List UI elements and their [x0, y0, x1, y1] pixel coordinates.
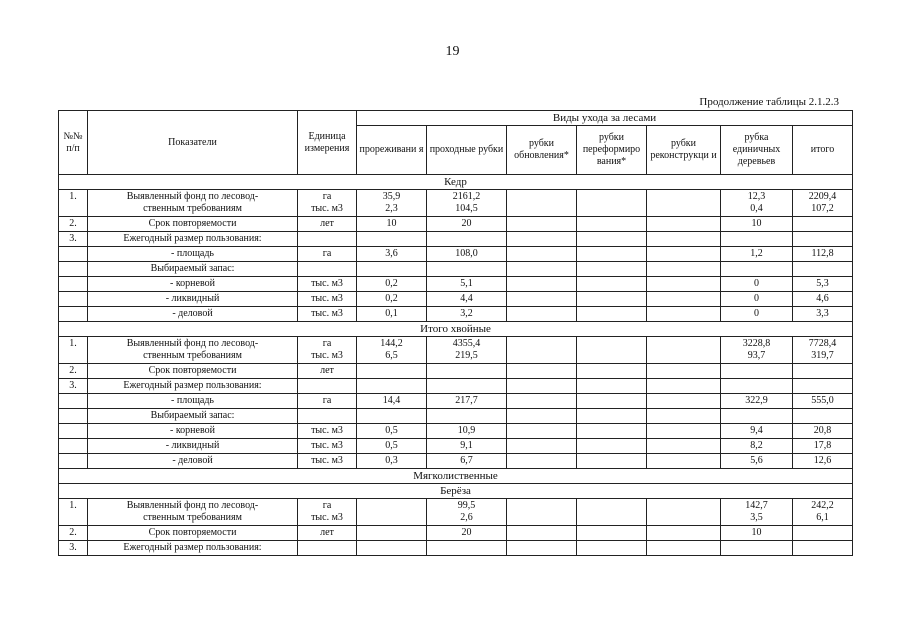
header-col: рубка единичных деревьев — [721, 126, 793, 175]
row-num: 2. — [59, 526, 88, 541]
section-label: Итого хвойные — [59, 322, 853, 337]
row-value — [507, 217, 577, 232]
row-value — [577, 454, 647, 469]
table-row — [59, 232, 853, 247]
row-value — [357, 541, 427, 556]
row-unit — [298, 541, 357, 556]
row-indicator: - корневой — [88, 424, 298, 439]
row-value: 0,3 — [357, 454, 427, 469]
row-num — [59, 454, 88, 469]
row-value — [577, 409, 647, 424]
row-indicator: - площадь — [88, 394, 298, 409]
header-col: рубки реконструкци и — [647, 126, 721, 175]
row-value — [507, 454, 577, 469]
row-value — [427, 364, 507, 379]
row-num: 3. — [59, 541, 88, 556]
row-value — [577, 364, 647, 379]
row-value — [647, 499, 721, 526]
page-number: 19 — [445, 44, 460, 59]
row-value: 4355,4 219,5 — [427, 337, 507, 364]
header-indicators: Показатели — [88, 111, 298, 175]
row-value — [507, 307, 577, 322]
row-value: 0 — [721, 292, 793, 307]
row-value — [507, 409, 577, 424]
section-row — [59, 175, 853, 190]
row-unit: га — [298, 247, 357, 262]
row-indicator: Срок повторяемости — [88, 364, 298, 379]
row-value: 6,7 — [427, 454, 507, 469]
row-value — [507, 262, 577, 277]
table-row — [59, 364, 853, 379]
row-value — [357, 409, 427, 424]
row-value — [427, 379, 507, 394]
table-continuation-label: Продолжение таблицы 2.1.2.3 — [699, 96, 839, 108]
row-value: 10 — [357, 217, 427, 232]
table-row — [59, 337, 853, 364]
row-value: 4,4 — [427, 292, 507, 307]
row-value — [357, 364, 427, 379]
table-row — [59, 409, 853, 424]
row-value — [721, 262, 793, 277]
row-value: 0,2 — [357, 277, 427, 292]
row-value: 0 — [721, 277, 793, 292]
row-value — [427, 409, 507, 424]
forest-care-table — [58, 110, 853, 556]
row-value — [721, 364, 793, 379]
row-value — [507, 499, 577, 526]
table-row — [59, 307, 853, 322]
table-row — [59, 526, 853, 541]
row-value: 142,7 3,5 — [721, 499, 793, 526]
row-value — [507, 247, 577, 262]
row-num: 1. — [59, 190, 88, 217]
row-indicator: Ежегодный размер пользования: — [88, 541, 298, 556]
row-unit — [298, 232, 357, 247]
row-value — [577, 499, 647, 526]
row-value: 5,1 — [427, 277, 507, 292]
row-value: 3,3 — [793, 307, 853, 322]
row-value: 9,4 — [721, 424, 793, 439]
row-value: 112,8 — [793, 247, 853, 262]
table-row — [59, 424, 853, 439]
row-value: 20 — [427, 526, 507, 541]
section-label: Кедр — [59, 175, 853, 190]
row-value — [793, 379, 853, 394]
row-indicator: Выявленный фонд по лесовод- ственным требованиям — [88, 499, 298, 526]
row-value — [577, 232, 647, 247]
row-indicator: Срок повторяемости — [88, 217, 298, 232]
row-value — [647, 379, 721, 394]
row-value: 20,8 — [793, 424, 853, 439]
row-unit: га тыс. м3 — [298, 337, 357, 364]
row-num — [59, 292, 88, 307]
row-value: 12,3 0,4 — [721, 190, 793, 217]
row-indicator: - ликвидный — [88, 292, 298, 307]
row-unit: тыс. м3 — [298, 424, 357, 439]
row-value — [647, 364, 721, 379]
row-value — [427, 232, 507, 247]
table-row — [59, 277, 853, 292]
row-unit: га тыс. м3 — [298, 190, 357, 217]
row-value — [647, 454, 721, 469]
row-value — [721, 232, 793, 247]
row-value — [647, 439, 721, 454]
row-value: 9,1 — [427, 439, 507, 454]
section-row — [59, 322, 853, 337]
row-value — [507, 364, 577, 379]
row-value — [427, 541, 507, 556]
row-value — [577, 439, 647, 454]
row-value: 0,2 — [357, 292, 427, 307]
table-row — [59, 217, 853, 232]
row-value: 555,0 — [793, 394, 853, 409]
row-value: 17,8 — [793, 439, 853, 454]
row-value — [647, 424, 721, 439]
row-value: 242,2 6,1 — [793, 499, 853, 526]
row-value: 3,2 — [427, 307, 507, 322]
row-value — [577, 277, 647, 292]
table-row — [59, 454, 853, 469]
row-num — [59, 439, 88, 454]
row-num — [59, 394, 88, 409]
row-value — [647, 217, 721, 232]
row-value: 7728,4 319,7 — [793, 337, 853, 364]
row-unit: лет — [298, 526, 357, 541]
row-value — [793, 262, 853, 277]
row-indicator: Ежегодный размер пользования: — [88, 232, 298, 247]
row-value — [507, 337, 577, 364]
row-indicator: - ликвидный — [88, 439, 298, 454]
row-value — [507, 190, 577, 217]
row-value: 99,5 2,6 — [427, 499, 507, 526]
row-value: 10,9 — [427, 424, 507, 439]
row-value — [647, 409, 721, 424]
row-indicator: - площадь — [88, 247, 298, 262]
row-value — [793, 217, 853, 232]
row-value — [357, 499, 427, 526]
row-value — [647, 262, 721, 277]
row-indicator: - деловой — [88, 454, 298, 469]
row-value — [577, 337, 647, 364]
row-unit: га — [298, 394, 357, 409]
row-num — [59, 277, 88, 292]
row-value — [577, 262, 647, 277]
row-unit: тыс. м3 — [298, 292, 357, 307]
row-value — [577, 307, 647, 322]
row-unit: тыс. м3 — [298, 277, 357, 292]
row-value — [647, 541, 721, 556]
row-value: 0,5 — [357, 424, 427, 439]
row-value — [647, 394, 721, 409]
row-value: 0 — [721, 307, 793, 322]
row-num: 1. — [59, 337, 88, 364]
table-row — [59, 247, 853, 262]
row-value — [357, 379, 427, 394]
row-value — [577, 190, 647, 217]
row-value: 108,0 — [427, 247, 507, 262]
row-value: 10 — [721, 526, 793, 541]
row-unit: тыс. м3 — [298, 454, 357, 469]
row-value — [647, 190, 721, 217]
header-col: итого — [793, 126, 853, 175]
row-value: 10 — [721, 217, 793, 232]
row-value: 144,2 6,5 — [357, 337, 427, 364]
row-value: 217,7 — [427, 394, 507, 409]
row-value: 2209,4 107,2 — [793, 190, 853, 217]
row-value — [577, 424, 647, 439]
row-value — [577, 292, 647, 307]
row-value — [793, 232, 853, 247]
row-value: 12,6 — [793, 454, 853, 469]
row-value — [507, 424, 577, 439]
row-value: 322,9 — [721, 394, 793, 409]
row-value: 4,6 — [793, 292, 853, 307]
row-value — [577, 541, 647, 556]
table-row — [59, 439, 853, 454]
row-indicator: Выявленный фонд по лесовод- ственным требованиям — [88, 337, 298, 364]
section-label: Берёза — [59, 484, 853, 499]
row-value — [577, 217, 647, 232]
row-value: 35,9 2,3 — [357, 190, 427, 217]
row-num — [59, 409, 88, 424]
row-value: 3228,8 93,7 — [721, 337, 793, 364]
row-value — [793, 364, 853, 379]
row-value — [647, 307, 721, 322]
row-value — [507, 379, 577, 394]
row-value — [507, 541, 577, 556]
row-unit: тыс. м3 — [298, 439, 357, 454]
row-value — [793, 526, 853, 541]
table-row — [59, 499, 853, 526]
row-value — [647, 337, 721, 364]
row-unit: га тыс. м3 — [298, 499, 357, 526]
row-value — [577, 247, 647, 262]
row-value: 20 — [427, 217, 507, 232]
row-value — [507, 439, 577, 454]
row-value: 0,1 — [357, 307, 427, 322]
table-row — [59, 541, 853, 556]
row-num — [59, 424, 88, 439]
row-value — [577, 379, 647, 394]
row-indicator: Выявленный фонд по лесовод- ственным требованиям — [88, 190, 298, 217]
row-value: 2161,2 104,5 — [427, 190, 507, 217]
row-value — [507, 277, 577, 292]
row-num: 3. — [59, 232, 88, 247]
row-num — [59, 262, 88, 277]
row-value — [647, 247, 721, 262]
row-unit — [298, 262, 357, 277]
row-value — [647, 292, 721, 307]
row-value: 0,5 — [357, 439, 427, 454]
row-value — [647, 277, 721, 292]
header-group: Виды ухода за лесами — [357, 111, 853, 126]
header-unit: Единица измерения — [298, 111, 357, 175]
row-unit: тыс. м3 — [298, 307, 357, 322]
table-row — [59, 262, 853, 277]
row-num: 3. — [59, 379, 88, 394]
row-unit — [298, 379, 357, 394]
section-row — [59, 484, 853, 499]
row-value — [793, 541, 853, 556]
row-value — [357, 262, 427, 277]
header-col: проходные рубки — [427, 126, 507, 175]
row-indicator: Ежегодный размер пользования: — [88, 379, 298, 394]
header-col: рубки обновления* — [507, 126, 577, 175]
table-row — [59, 190, 853, 217]
row-value: 5,6 — [721, 454, 793, 469]
row-num: 2. — [59, 364, 88, 379]
header-num: №№ п/п — [59, 111, 88, 175]
row-value — [721, 379, 793, 394]
row-indicator: Срок повторяемости — [88, 526, 298, 541]
row-unit — [298, 409, 357, 424]
row-value — [577, 526, 647, 541]
row-value — [793, 409, 853, 424]
row-value — [577, 394, 647, 409]
table-header — [59, 111, 853, 175]
table-body — [59, 175, 853, 556]
row-value — [507, 292, 577, 307]
row-indicator: Выбираемый запас: — [88, 409, 298, 424]
row-value — [357, 526, 427, 541]
table-row — [59, 394, 853, 409]
row-value — [427, 262, 507, 277]
row-value: 5,3 — [793, 277, 853, 292]
table-row — [59, 379, 853, 394]
row-value: 3,6 — [357, 247, 427, 262]
row-value — [721, 409, 793, 424]
row-value — [357, 232, 427, 247]
header-col: рубки переформиро вания* — [577, 126, 647, 175]
row-value — [507, 232, 577, 247]
header-col: прореживани я — [357, 126, 427, 175]
row-num — [59, 247, 88, 262]
row-num: 1. — [59, 499, 88, 526]
row-value: 14,4 — [357, 394, 427, 409]
row-unit: лет — [298, 217, 357, 232]
row-indicator: - деловой — [88, 307, 298, 322]
row-value: 8,2 — [721, 439, 793, 454]
row-num — [59, 307, 88, 322]
row-value — [507, 526, 577, 541]
row-unit: лет — [298, 364, 357, 379]
row-value: 1,2 — [721, 247, 793, 262]
table-row — [59, 292, 853, 307]
section-row — [59, 469, 853, 484]
section-label: Мягколиственные — [59, 469, 853, 484]
row-indicator: Выбираемый запас: — [88, 262, 298, 277]
row-indicator: - корневой — [88, 277, 298, 292]
row-value — [721, 541, 793, 556]
row-value — [647, 526, 721, 541]
row-value — [647, 232, 721, 247]
row-num: 2. — [59, 217, 88, 232]
row-value — [507, 394, 577, 409]
